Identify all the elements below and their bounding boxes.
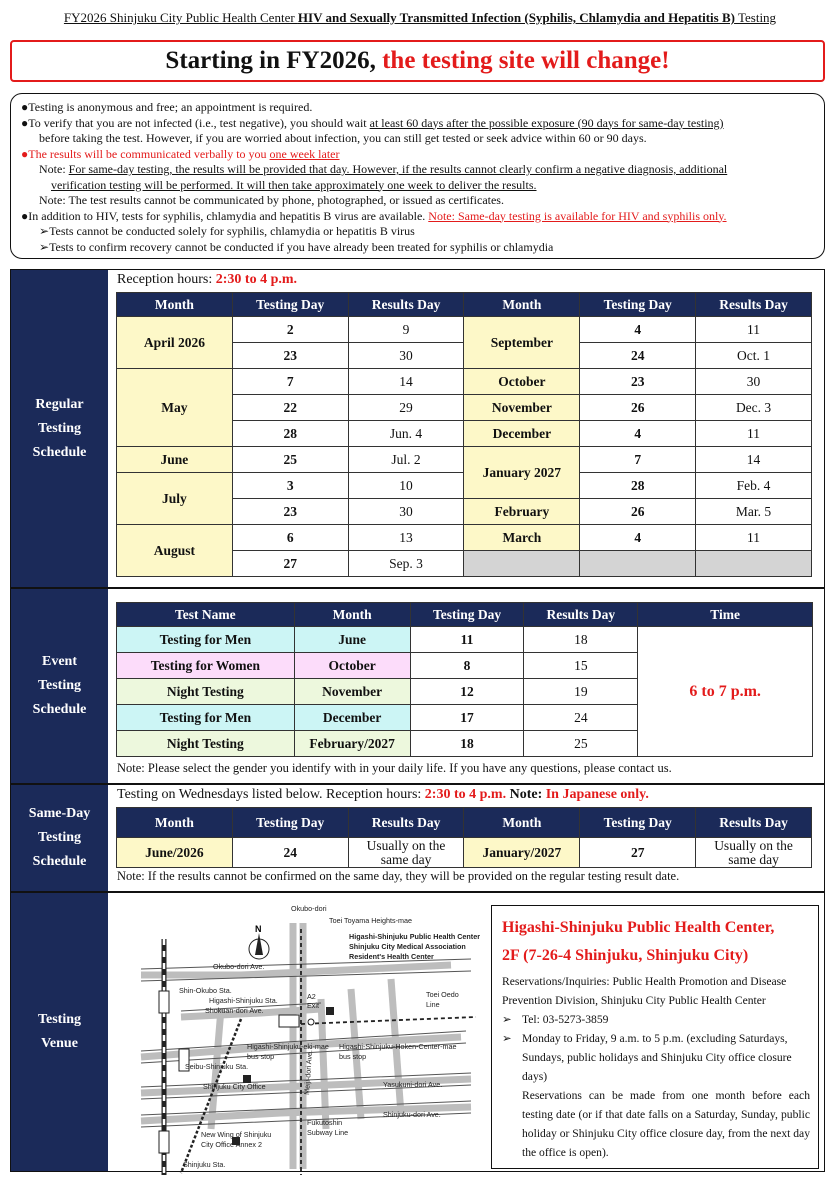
test-name-cell: Night Testing <box>117 731 295 757</box>
results-day-cell: Jul. 2 <box>348 447 464 473</box>
header-testing-day: Testing Day <box>580 293 696 317</box>
map-label: Shin-Okubo Sta. <box>179 986 232 995</box>
header-testing-day: Testing Day <box>580 808 696 838</box>
results-day-cell: 30 <box>696 369 812 395</box>
sameday-schedule-section <box>10 784 825 892</box>
results-day-cell: Sep. 3 <box>348 551 464 577</box>
empty-cell <box>464 551 580 577</box>
regular-reception-hours: Reception hours: 2:30 to 4 p.m. <box>117 272 298 287</box>
results-day-cell: 11 <box>696 317 812 343</box>
header-results-day: Results Day <box>696 808 812 838</box>
results-day-cell: Mar. 5 <box>696 499 812 525</box>
sameday-intro: Testing on Wednesdays listed below. Reception hours: 2:30 to 4 p.m. Note: In Japanese only. <box>117 787 649 802</box>
note-bullet-2-cont: before taking the test. However, if you are worried about infection, you can still get tested or seek advice within 60 or 90 days. <box>39 131 647 145</box>
month-cell: July <box>117 473 233 525</box>
sameday-note: Note: If the results cannot be confirmed on the same day, they will be provided on the regular testing result date. <box>117 869 680 883</box>
test-name-cell: Night Testing <box>117 679 295 705</box>
test-name-cell: Testing for Men <box>117 705 295 731</box>
results-day-cell: Feb. 4 <box>696 473 812 499</box>
note-results-delivery: Note: The test results cannot be communicated by phone, photographed, or issued as certificates. <box>39 193 504 207</box>
map-label: A2 <box>307 992 316 1001</box>
testing-day-cell: 23 <box>232 343 348 369</box>
venue-info-box <box>491 905 819 1169</box>
empty-cell <box>696 551 812 577</box>
map-label: Resident's Health Center <box>349 952 434 961</box>
map-label: Line <box>426 1000 440 1009</box>
venue-title-line-1: Higashi-Shinjuku Public Health Center, <box>502 919 775 936</box>
map-label: Shinjuku Sta. <box>183 1160 226 1169</box>
testing-day-cell: 4 <box>580 317 696 343</box>
month-cell: April 2026 <box>117 317 233 369</box>
sameday-side-label: Same-Day Testing Schedule <box>11 785 108 891</box>
map-label: Subway Line <box>307 1128 349 1137</box>
testing-day-cell: 11 <box>410 627 524 653</box>
testing-day-cell: 3 <box>232 473 348 499</box>
testing-day-cell: 27 <box>580 838 696 868</box>
map-label: Toei Oedo <box>426 990 459 999</box>
note-same-day: Note: For same-day testing, the results will be provided that day. However, if the results cannot clearly confirm a negative diagnosis, additional <box>39 162 728 176</box>
note-bullet-3: ●The results will be communicated verbally to you one week later <box>21 146 340 161</box>
testing-day-cell: 24 <box>580 343 696 369</box>
map-label: Fukutoshin <box>307 1118 343 1127</box>
higashi-shinjuku-station <box>279 1015 299 1027</box>
results-day-cell: 14 <box>348 369 464 395</box>
month-cell: June <box>294 627 410 653</box>
month-cell: December <box>464 421 580 447</box>
results-day-cell: 11 <box>696 525 812 551</box>
testing-day-cell: 2 <box>232 317 348 343</box>
header-results-day: Results Day <box>348 808 464 838</box>
sameday-schedule-table <box>116 807 812 868</box>
oedo-line <box>301 1017 476 1024</box>
month-cell: September <box>464 317 580 369</box>
results-day-cell: 24 <box>524 705 638 731</box>
month-cell: October <box>294 653 410 679</box>
test-name-cell: Testing for Men <box>117 627 295 653</box>
month-cell: November <box>464 395 580 421</box>
map-label: Meiji-dori Ave. <box>302 1049 315 1096</box>
results-day-cell: 15 <box>524 653 638 679</box>
note-sub-2: ➢Tests to confirm recovery cannot be conducted if you have already been treated for syphilis or chlamydia <box>39 239 554 254</box>
month-cell: October <box>464 369 580 395</box>
test-name-cell: Testing for Women <box>117 653 295 679</box>
results-day-cell: 13 <box>348 525 464 551</box>
event-time-cell: 6 to 7 p.m. <box>638 627 813 757</box>
testing-day-cell: 6 <box>232 525 348 551</box>
map-label: Toei Toyama Heights-mae <box>329 916 412 925</box>
header-testing-day: Testing Day <box>410 603 524 627</box>
results-day-cell: 9 <box>348 317 464 343</box>
testing-day-cell: 28 <box>580 473 696 499</box>
venue-map <box>121 899 483 1175</box>
event-schedule-section <box>10 588 825 784</box>
results-day-cell: Usually on the same day <box>696 838 812 868</box>
testing-day-cell: 17 <box>410 705 524 731</box>
header-month: Month <box>294 603 410 627</box>
map-label: Okubo-dori <box>291 904 327 913</box>
header-month: Month <box>464 293 580 317</box>
venue-tel: ➢ Tel: 03-5273-3859 <box>502 1013 609 1026</box>
month-cell: January 2027 <box>464 447 580 499</box>
header-testing-day: Testing Day <box>232 293 348 317</box>
header-time: Time <box>638 603 813 627</box>
venue-hours: ➢ Monday to Friday, 9 a.m. to 5 p.m. (excluding Saturdays, Sundays, public holidays and Shinjuku City office closure days) <box>502 1032 792 1083</box>
regular-side-label: Regular Testing Schedule <box>11 270 108 587</box>
results-day-cell: Oct. 1 <box>696 343 812 369</box>
month-cell: June <box>117 447 233 473</box>
month-cell: August <box>117 525 233 577</box>
results-day-cell: 30 <box>348 499 464 525</box>
month-cell: December <box>294 705 410 731</box>
event-schedule-table <box>116 602 813 757</box>
header-results-day: Results Day <box>696 293 812 317</box>
note-bullet-1: ●Testing is anonymous and free; an appointment is required. <box>21 100 313 114</box>
header-results-day: Results Day <box>348 293 464 317</box>
testing-day-cell: 26 <box>580 499 696 525</box>
map-label: City Office Annex 2 <box>201 1140 262 1149</box>
map-label: Shinjuku City Office <box>203 1082 266 1091</box>
document-title: FY2026 Shinjuku City Public Health Center HIV and Sexually Transmitted Infection (Syphilis, Chlamydia and Hepatitis B) Testing <box>63 10 777 25</box>
note-sub-1: ➢Tests cannot be conducted solely for syphilis, chlamydia or hepatitis B virus <box>39 224 415 238</box>
results-day-cell: 10 <box>348 473 464 499</box>
testing-day-cell: 24 <box>232 838 348 868</box>
event-note: Note: Please select the gender you identify with in your daily life. If you have any questions, please contact us. <box>117 761 672 775</box>
map-label: Higashi-Shinjuku Sta. <box>209 996 278 1005</box>
results-day-cell: Usually on the same day <box>348 838 464 868</box>
note-bullet-2: ●To verify that you are not infected (i.e., test negative), you should wait at least 60 days after the possible exposure (90 days for same-day testing) <box>21 115 724 130</box>
results-day-cell: 30 <box>348 343 464 369</box>
notes-box <box>10 93 825 259</box>
header-testing-day: Testing Day <box>232 808 348 838</box>
note-bullet-4: ●In addition to HIV, tests for syphilis, chlamydia and hepatitis B virus are available. Note: Same-day testing is available for HIV and syphilis only. <box>21 208 727 223</box>
exit-a2-marker <box>308 1019 314 1025</box>
map-label: Exit <box>307 1001 319 1010</box>
venue-side-label: Testing Venue <box>11 893 108 1171</box>
month-cell: March <box>464 525 580 551</box>
map-label: Okubo-dori Ave. <box>213 962 265 971</box>
note-same-day-cont: verification testing will be performed. It will then take approximately one week to deliver the results. <box>51 177 537 192</box>
map-label: bus stop <box>339 1052 367 1061</box>
health-center-marker <box>326 1007 334 1015</box>
map-label: Higashi-Shinjuku-Hoken-Center-mae <box>339 1042 457 1051</box>
map-label: New Wing of Shinjuku <box>201 1130 272 1139</box>
testing-day-cell: 7 <box>232 369 348 395</box>
testing-day-cell: 23 <box>580 369 696 395</box>
results-day-cell: 14 <box>696 447 812 473</box>
month-cell: February <box>464 499 580 525</box>
seibu-railway <box>181 1019 241 1173</box>
header-results-day: Results Day <box>524 603 638 627</box>
testing-day-cell: 4 <box>580 525 696 551</box>
venue-section <box>10 892 825 1172</box>
event-side-label: Event Testing Schedule <box>11 589 108 783</box>
header-month: Month <box>464 808 580 838</box>
north-arrow-icon <box>249 924 269 959</box>
site-change-banner: Starting in FY2026, the testing site will change! <box>10 40 825 82</box>
results-day-cell: 29 <box>348 395 464 421</box>
svg-text:N: N <box>255 924 262 934</box>
results-day-cell: 11 <box>696 421 812 447</box>
map-label: Seibu-Shinjuku Sta. <box>185 1062 249 1071</box>
results-day-cell: Dec. 3 <box>696 395 812 421</box>
testing-day-cell: 25 <box>232 447 348 473</box>
results-day-cell: 25 <box>524 731 638 757</box>
month-cell: January/2027 <box>464 838 580 868</box>
shin-okubo-station <box>159 991 169 1013</box>
testing-day-cell: 23 <box>232 499 348 525</box>
testing-day-cell: 28 <box>232 421 348 447</box>
map-label: Higashi-Shinjuku-eki-mae <box>247 1042 329 1051</box>
regular-schedule-section <box>10 269 825 588</box>
venue-title-line-2: 2F (7-26-4 Shinjuku, Shinjuku City) <box>502 947 749 964</box>
results-day-cell: 18 <box>524 627 638 653</box>
results-day-cell: 19 <box>524 679 638 705</box>
header-test-name: Test Name <box>117 603 295 627</box>
shinjuku-station <box>159 1131 169 1153</box>
testing-day-cell: 18 <box>410 731 524 757</box>
testing-day-cell: 8 <box>410 653 524 679</box>
map-label: bus stop <box>247 1052 275 1061</box>
empty-cell <box>580 551 696 577</box>
header-month: Month <box>117 293 233 317</box>
header-month: Month <box>117 808 233 838</box>
regular-schedule-table <box>116 292 812 577</box>
map-label: Yasukuni-dori Ave. <box>383 1080 443 1089</box>
testing-day-cell: 4 <box>580 421 696 447</box>
venue-inquiries: Reservations/Inquiries: Public Health Promotion and Disease Prevention Division, Shinjuku City Public Health Center <box>502 975 787 1007</box>
map-label: Shinjuku City Medical Association <box>349 942 466 951</box>
testing-day-cell: 7 <box>580 447 696 473</box>
month-cell: June/2026 <box>117 838 233 868</box>
testing-day-cell: 26 <box>580 395 696 421</box>
testing-day-cell: 27 <box>232 551 348 577</box>
month-cell: November <box>294 679 410 705</box>
venue-reservation-note: Reservations can be made from one month before each testing date (or if that date falls on a Saturday, Sunday, public holiday or Shinjuku City office closure day, from the next day the office is open). <box>522 1089 810 1159</box>
month-cell: February/2027 <box>294 731 410 757</box>
map-label: Higashi-Shinjuku Public Health Center <box>349 932 480 941</box>
map-label: Shokuan-dori Ave. <box>205 1006 264 1015</box>
results-day-cell: Jun. 4 <box>348 421 464 447</box>
map-label: Shinjuku-dori Ave. <box>383 1110 441 1119</box>
testing-day-cell: 22 <box>232 395 348 421</box>
month-cell: May <box>117 369 233 447</box>
testing-day-cell: 12 <box>410 679 524 705</box>
